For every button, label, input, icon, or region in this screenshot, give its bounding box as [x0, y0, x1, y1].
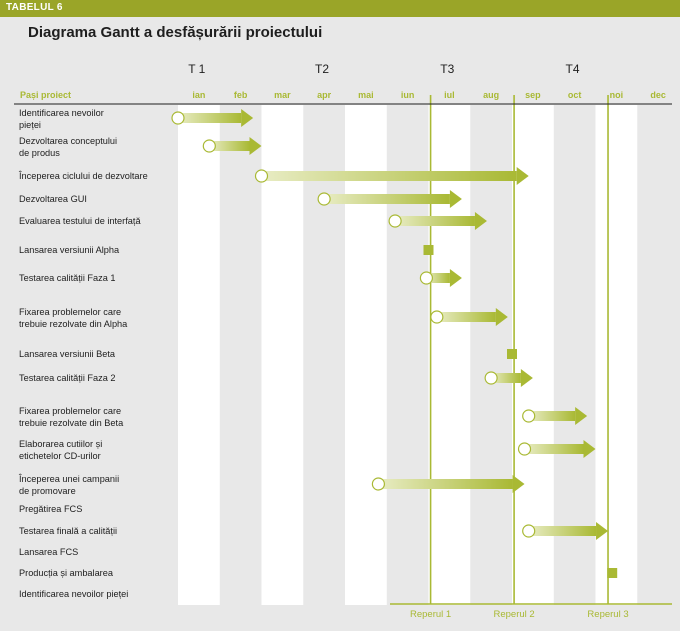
task-label: [19, 273, 116, 283]
task-label-line: Testarea finală a calității: [19, 526, 118, 536]
task-label-line: Testarea calității Faza 2: [19, 373, 116, 383]
task-label: [19, 526, 117, 536]
task-label-line: Lansarea versiunii Alpha: [19, 245, 120, 255]
task-label: [19, 373, 116, 383]
milestone-marker: [424, 245, 434, 255]
month-label-noi: noi: [609, 90, 624, 100]
reference-label: Reperul 1: [409, 609, 452, 620]
task-bar-arrowhead: [241, 109, 253, 127]
quarter-label: T 1: [188, 62, 206, 76]
task-label: [19, 108, 104, 130]
task-label-line: trebuie rezolvate din Alpha: [19, 319, 128, 329]
task-bar-start-dot: [431, 311, 443, 323]
task-label: [19, 504, 82, 514]
task-label: [19, 307, 128, 329]
task-label: [19, 547, 78, 557]
milestone-marker: [607, 568, 617, 578]
task-bar-arrowhead: [575, 407, 587, 425]
task-bar-start-dot: [203, 140, 215, 152]
milestone-marker: [507, 349, 517, 359]
task-label-line: etichetelor CD-urilor: [19, 451, 101, 461]
month-label-feb: feb: [233, 90, 248, 100]
task-bar-shaft: [324, 194, 450, 204]
task-label: [19, 245, 120, 255]
month-label-apr: apr: [317, 90, 332, 100]
month-label-oct: oct: [567, 90, 582, 100]
task-label: [19, 136, 117, 158]
y-axis-label: Pași proiect: [20, 90, 72, 100]
task-bar-start-dot: [523, 525, 535, 537]
task-bar-start-dot: [420, 272, 432, 284]
task-bar-shaft: [525, 444, 584, 454]
task-label-line: Evaluarea testului de interfață: [19, 216, 141, 226]
task-label-line: Începerea unei campanii: [19, 474, 120, 484]
month-label-mar: mar: [274, 90, 291, 100]
task-bar-shaft: [262, 171, 517, 181]
task-label: [18, 171, 148, 181]
task-label: [19, 439, 102, 461]
month-label-aug: aug: [483, 90, 500, 100]
task-bar-start-dot: [519, 443, 531, 455]
task-label-line: Identificarea nevoilor pieței: [19, 589, 129, 599]
task-bar-shaft: [529, 526, 596, 536]
task-label-line: Dezvoltarea conceptului: [19, 136, 118, 146]
task-bar-shaft: [395, 216, 475, 226]
task-label-line: trebuie rezolvate din Beta: [19, 418, 124, 428]
task-label-line: pieței: [19, 120, 41, 130]
task-label: [19, 589, 128, 599]
task-bar-arrowhead: [496, 308, 508, 326]
task-label: [19, 568, 114, 578]
table-label: TABELUL 6: [6, 2, 63, 13]
task-bar-shaft: [529, 411, 575, 421]
task-bar-shaft: [178, 113, 241, 123]
month-label-mai: mai: [358, 90, 374, 100]
task-bar-start-dot: [372, 478, 384, 490]
task-label-line: Producția și ambalarea: [19, 568, 113, 578]
month-label-dec: dec: [650, 90, 666, 100]
chart-title: Diagrama Gantt a desfășurării proiectului: [28, 24, 323, 41]
month-band-ian: [178, 105, 220, 605]
reference-label: Reperul 2: [493, 609, 535, 620]
task-bar-arrowhead: [584, 440, 596, 458]
task-bar-arrowhead: [475, 212, 487, 230]
task-bar-start-dot: [318, 193, 330, 205]
month-label-sep: sep: [525, 90, 541, 100]
task-bar-start-dot: [256, 170, 268, 182]
task-label-line: Dezvoltarea GUI: [19, 194, 87, 204]
task-label-line: Pregătirea FCS: [19, 504, 83, 514]
task-bar-start-dot: [523, 410, 535, 422]
task-bar-shaft: [378, 479, 512, 489]
task-label-line: Lansarea FCS: [19, 547, 79, 557]
task-label-line: de promovare: [19, 486, 76, 496]
task-bar-start-dot: [172, 112, 184, 124]
task-label-line: Identificarea nevoilor: [19, 108, 104, 118]
task-label-line: Testarea calității Faza 1: [19, 273, 116, 283]
task-label-line: Lansarea versiunii Beta: [19, 349, 116, 359]
task-label-line: de produs: [19, 148, 60, 158]
task-label: [19, 406, 124, 428]
quarter-label: T2: [315, 62, 330, 76]
task-bar-start-dot: [485, 372, 497, 384]
task-label-line: Fixarea problemelor care: [19, 307, 122, 317]
month-label-iul: iul: [444, 90, 455, 100]
month-label-ian: ian: [192, 90, 206, 100]
month-label-iun: iun: [400, 90, 415, 100]
quarter-label: T4: [565, 62, 580, 76]
task-label-line: Fixarea problemelor care: [19, 406, 122, 416]
task-label-line: Începerea ciclului de dezvoltare: [19, 171, 148, 181]
task-bar-start-dot: [389, 215, 401, 227]
task-label: [19, 349, 116, 359]
reference-label: Reperul 3: [587, 609, 629, 620]
task-label-line: Elaborarea cutiilor și: [19, 439, 103, 449]
task-bar-shaft: [437, 312, 496, 322]
axis-labels: [14, 62, 672, 599]
quarter-label: T3: [440, 62, 455, 76]
task-label: [18, 474, 119, 496]
task-label: [19, 194, 87, 204]
task-bar-arrowhead: [250, 137, 262, 155]
task-label: [19, 216, 141, 226]
